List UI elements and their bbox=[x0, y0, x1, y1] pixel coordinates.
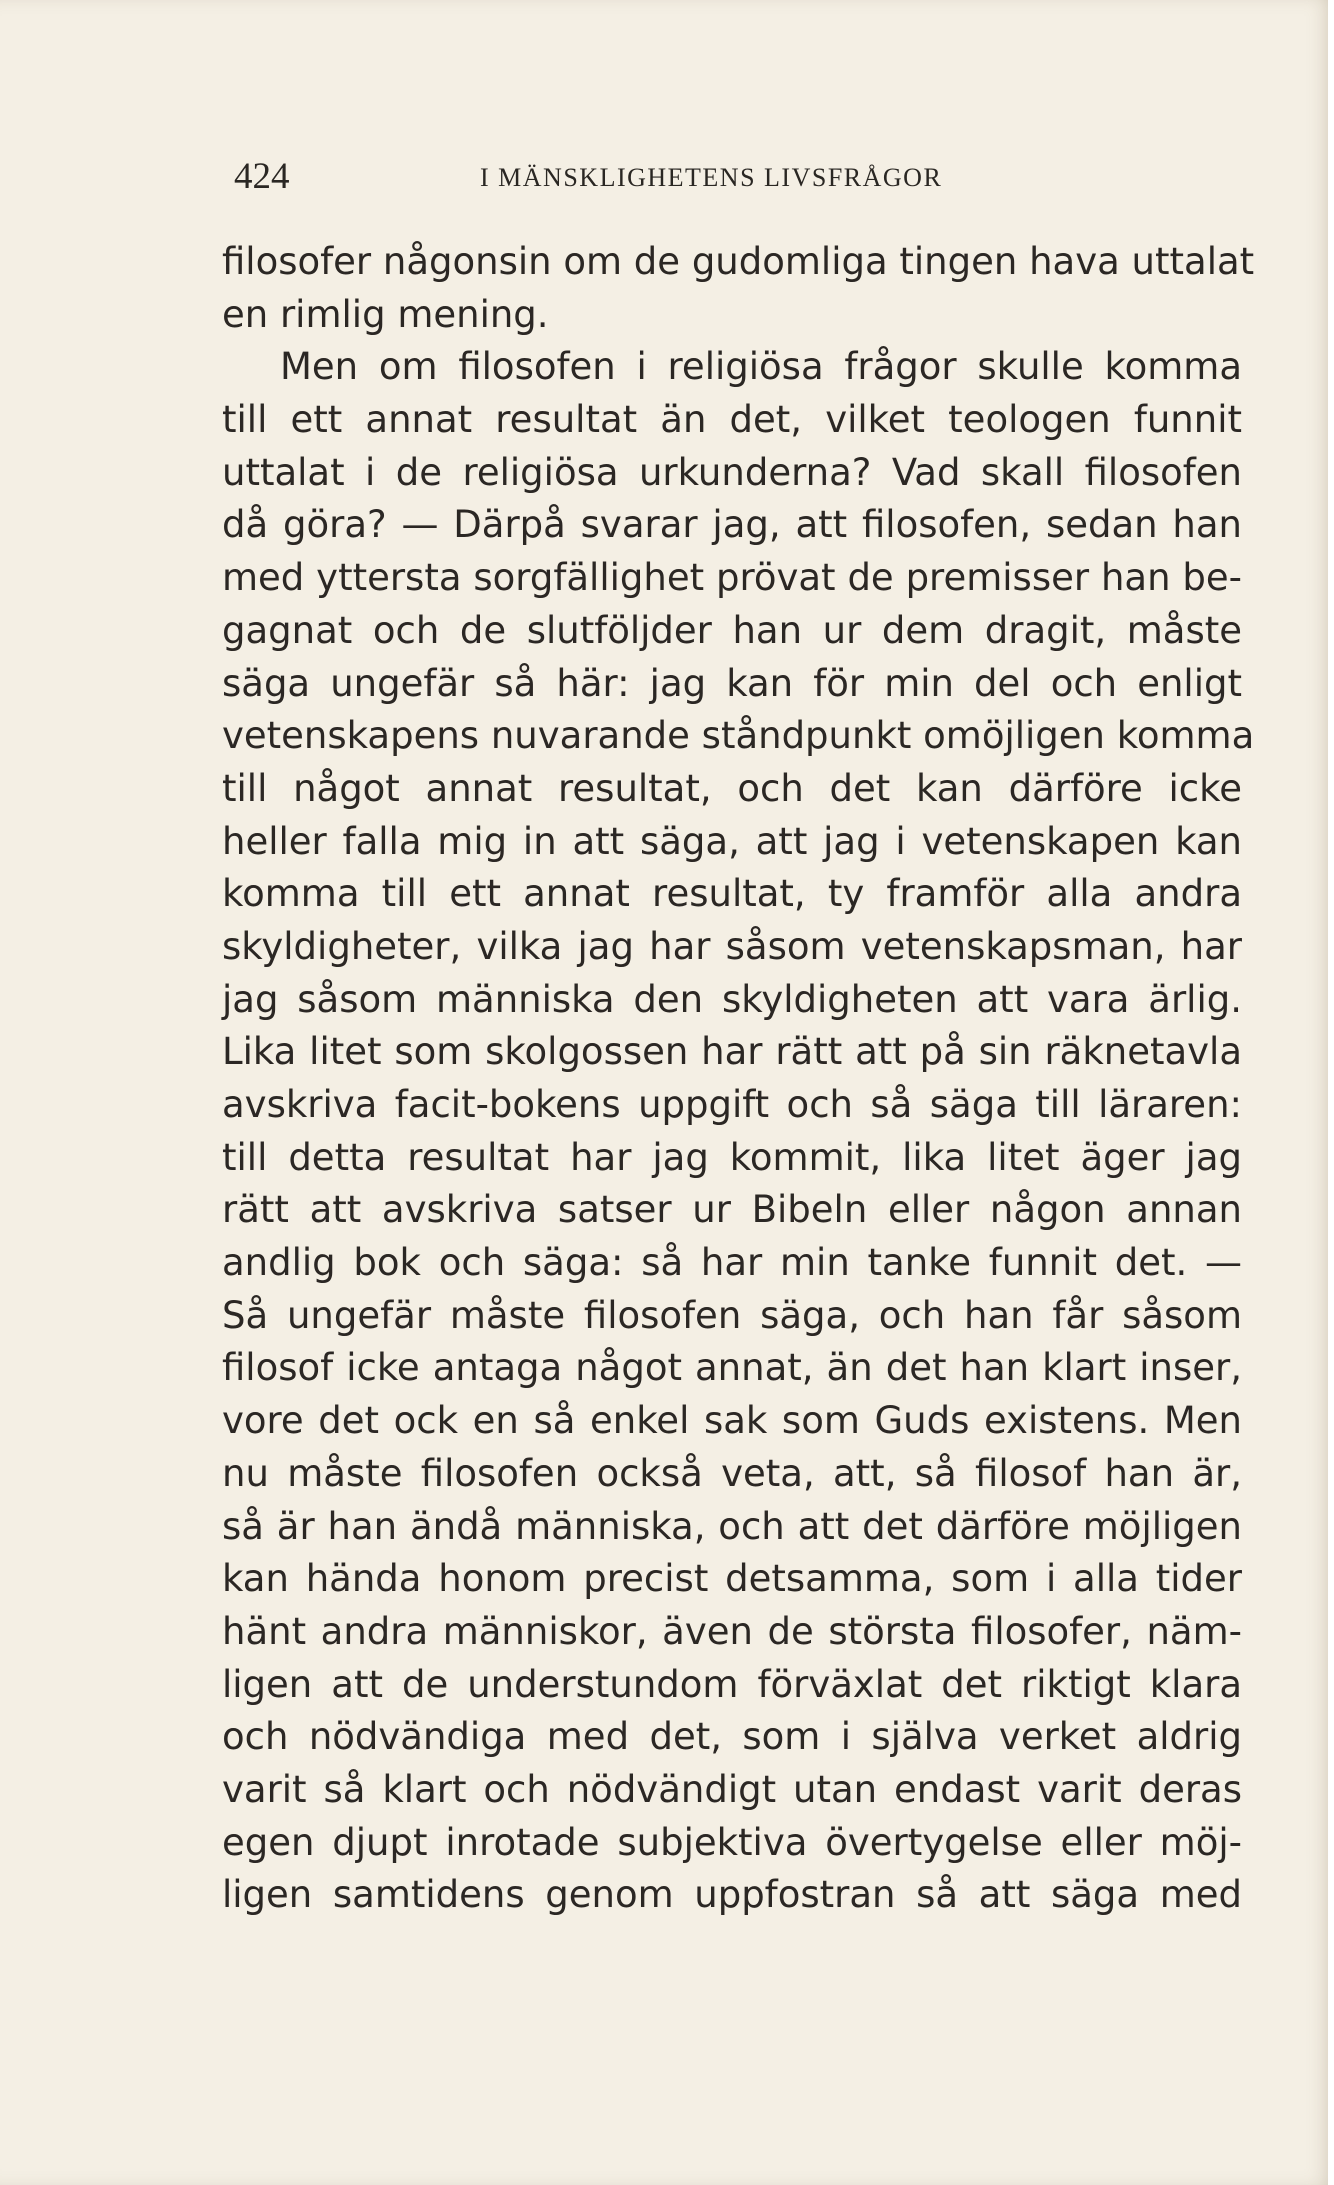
text-line: Så ungefär måste filosofen säga, och han får såsom bbox=[222, 1293, 1242, 1337]
text-line: filosof icke antaga något annat, än det han klart inser, bbox=[222, 1346, 1242, 1390]
text-line: en rimlig mening. bbox=[222, 292, 549, 336]
text-line: vetenskapens nuvarande ståndpunkt omöjligen komma bbox=[222, 714, 1255, 758]
text-line: ligen att de understundom förväxlat det riktigt klara bbox=[222, 1662, 1242, 1706]
body-text bbox=[222, 236, 1255, 1922]
text-line: vore det ock en så enkel sak som Guds existens. Men bbox=[222, 1399, 1242, 1443]
text-line: rätt att avskriva satser ur Bibeln eller någon annan bbox=[222, 1188, 1242, 1232]
text-line: Lika litet som skolgossen har rätt att på sin räknetavla bbox=[222, 1030, 1242, 1074]
text-line: ligen samtidens genom uppfostran så att säga med bbox=[222, 1873, 1242, 1917]
text-line: uttalat i de religiösa urkunderna? Vad skall filosofen bbox=[222, 450, 1242, 494]
text-line: filosofer någonsin om de gudomliga tingen hava uttalat bbox=[222, 240, 1255, 283]
text-line: till detta resultat har jag kommit, lika litet äger jag bbox=[222, 1135, 1242, 1179]
text-line: säga ungefär så här: jag kan för min del och enligt bbox=[222, 661, 1242, 705]
text-line: så är han ändå människa, och att det därföre möjligen bbox=[222, 1504, 1242, 1548]
text-line: andlig bok och säga: så har min tanke funnit det. — bbox=[222, 1241, 1242, 1285]
text-line: avskriva facit-bokens uppgift och så säga till läraren: bbox=[222, 1083, 1242, 1126]
text-line: med yttersta sorgfällighet prövat de premisser han be- bbox=[222, 556, 1242, 600]
text-line: nu måste filosofen också veta, att, så filosof han är, bbox=[222, 1451, 1242, 1495]
page-number: 424 bbox=[234, 156, 290, 197]
text-line: och nödvändiga med det, som i själva verket aldrig bbox=[222, 1715, 1242, 1759]
text-line: Men om filosofen i religiösa frågor skulle komma bbox=[280, 345, 1242, 389]
text-line: varit så klart och nödvändigt utan endast varit deras bbox=[222, 1767, 1242, 1811]
text-line: hänt andra människor, även de största filosofer, näm- bbox=[222, 1609, 1242, 1653]
text-line: jag såsom människa den skyldigheten att vara ärlig. bbox=[222, 977, 1242, 1021]
text-line: gagnat och de slutföljder han ur dem dragit, måste bbox=[222, 608, 1242, 652]
text-line: skyldigheter, vilka jag har såsom vetenskapsman, har bbox=[222, 924, 1242, 968]
text-line: kan hända honom precist detsamma, som i alla tider bbox=[222, 1557, 1242, 1601]
text-line: då göra? — Därpå svarar jag, att filosofen, sedan han bbox=[222, 503, 1242, 547]
text-line: heller falla mig in att säga, att jag i vetenskapen kan bbox=[222, 819, 1242, 863]
text-line: till ett annat resultat än det, vilket teologen funnit bbox=[222, 398, 1242, 442]
page-header bbox=[224, 155, 1244, 205]
text-line: till något annat resultat, och det kan därföre icke bbox=[222, 766, 1242, 810]
text-line: komma till ett annat resultat, ty framför alla andra bbox=[222, 872, 1242, 916]
running-head: I MÄNSKLIGHETENS LIVSFRÅGOR bbox=[480, 163, 943, 192]
text-line: egen djupt inrotade subjektiva övertygelse eller möj- bbox=[222, 1820, 1242, 1864]
